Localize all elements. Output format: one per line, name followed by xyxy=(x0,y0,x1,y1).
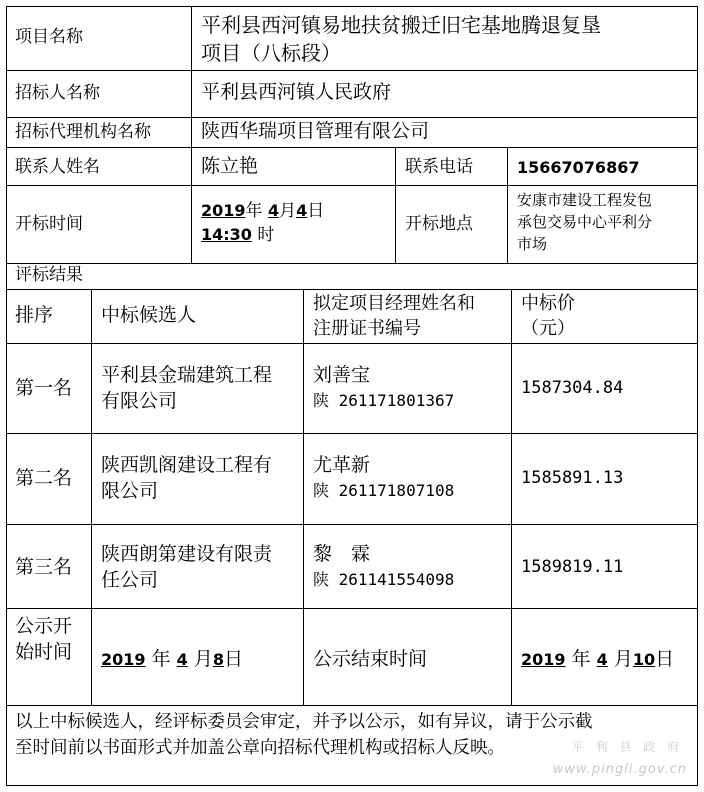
bid-announcement-table xyxy=(6,6,698,786)
row-divider xyxy=(7,117,697,118)
header-manager: 拟定项目经理姓名和 注册证书编号 xyxy=(313,293,475,339)
row-divider xyxy=(7,343,697,344)
watermark-cn: 平 利 县 政 府 xyxy=(571,740,683,754)
candidate-second: 陕西凯阁建设工程有 限公司 xyxy=(101,454,273,502)
col-divider xyxy=(303,289,304,705)
row-divider xyxy=(7,147,697,148)
row-divider xyxy=(7,70,697,71)
row-divider xyxy=(7,185,697,186)
contact-value: 陈立艳 xyxy=(201,155,259,177)
rank-second: 第二名 xyxy=(15,467,73,489)
row-divider xyxy=(7,289,697,290)
publicity-end-value: 2019 年 4 月10日 xyxy=(521,648,675,670)
row-divider xyxy=(7,705,697,706)
price-second: 1585891.13 xyxy=(521,468,624,488)
header-price: 中标价 （元） xyxy=(521,293,575,339)
manager-first: 刘善宝 陕 261171801367 xyxy=(313,364,455,410)
agency-value: 陕西华瑞项目管理有限公司 xyxy=(201,120,430,142)
open-place-value: 安康市建设工程发包 承包交易中心平利分 市场 xyxy=(517,191,653,253)
row-divider xyxy=(7,433,697,434)
candidate-first: 平利县金瑞建筑工程 有限公司 xyxy=(101,364,273,412)
tenderer-label: 招标人名称 xyxy=(15,83,100,103)
col-divider xyxy=(507,147,508,263)
publicity-start-value: 2019 年 4 月8日 xyxy=(101,648,243,670)
rank-first: 第一名 xyxy=(15,377,73,399)
footer-note: 以上中标候选人，经评标委员会审定，并予以公示，如有异议，请于公示截 至时间前以书面形式并加盖公章向招标代理机构或招标人反映。 xyxy=(15,712,593,758)
manager-second: 尤革新 陕 261171807108 xyxy=(313,454,455,500)
price-third: 1589819.11 xyxy=(521,557,624,577)
candidate-third: 陕西朗第建设有限责 任公司 xyxy=(101,543,273,591)
manager-third: 黎 霖 陕 261141554098 xyxy=(313,543,455,589)
header-rank: 排序 xyxy=(15,304,54,326)
tenderer-value: 平利县西河镇人民政府 xyxy=(201,81,392,103)
row-divider xyxy=(7,608,697,609)
phone-label: 联系电话 xyxy=(405,157,473,177)
header-candidate: 中标候选人 xyxy=(101,304,197,326)
project-name-label: 项目名称 xyxy=(15,27,83,47)
watermark-url: www.pingli.gov.cn xyxy=(552,762,687,777)
agency-label: 招标代理机构名称 xyxy=(15,122,151,142)
price-first: 1587304.84 xyxy=(521,378,624,398)
open-time-label: 开标时间 xyxy=(15,214,83,234)
results-section-label: 评标结果 xyxy=(15,265,83,285)
open-place-label: 开标地点 xyxy=(405,214,473,234)
col-divider xyxy=(91,289,92,705)
rank-third: 第三名 xyxy=(15,556,73,578)
publicity-start-label: 公示开 始时间 xyxy=(15,615,73,663)
row-divider xyxy=(7,524,697,525)
col-divider xyxy=(395,147,396,263)
phone-value: 15667076867 xyxy=(517,158,640,177)
col-divider xyxy=(191,7,192,263)
open-time-value: 2019年 4月4日 14:30 时 xyxy=(201,201,325,245)
publicity-end-label: 公示结束时间 xyxy=(313,648,428,670)
contact-label: 联系人姓名 xyxy=(15,157,100,177)
col-divider xyxy=(511,289,512,705)
row-divider xyxy=(7,263,697,264)
project-name: 平利县西河镇易地扶贫搬迁旧宅基地腾退复垦 项目（八标段） xyxy=(201,13,601,65)
